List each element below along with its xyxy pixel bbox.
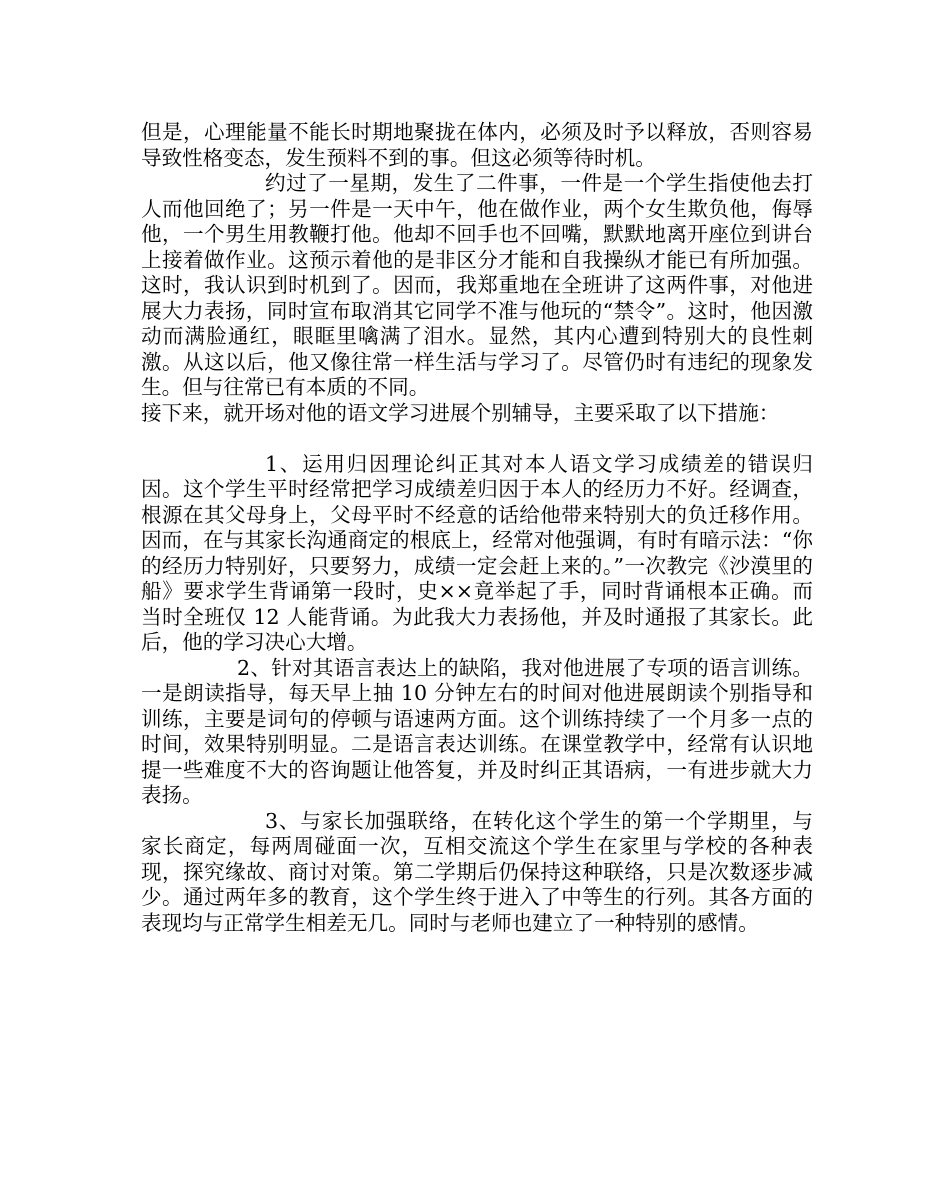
paragraph-release-energy: 但是，心理能量不能长时期地聚拢在体内，必须及时予以释放，否则容易导致性格变态，发生预料不到的事。但这必须等待时机。	[141, 120, 813, 170]
paragraph-measure-1: 1、运用归因理论纠正其对本人语文学习成绩差的错误归因。这个学生平时经常把学习成绩差归因于本人的经历力不好。经调查，根源在其父母身上，父母平时不经意的话给他带来特别大的负迁移作用。因而，在与其家长沟通商定的根底上，经常对他强调，有时有暗示法：“你的经历力特别好，只要努力，成绩一定会赶上来的。”一次教完《沙漠里的船》要求学生背诵第一段时，史××竟举起了手，同时背诵根本正确。而当时全班仅 12 人能背诵。为此我大力表扬他，并及时通报了其家长。此后，他的学习决心大增。	[141, 451, 813, 654]
paragraph-measures-intro: 接下来，就开场对他的语文学习进展个别辅导，主要采取了以下措施：	[141, 400, 780, 425]
paragraph-measure-3: 3、与家长加强联络，在转化这个学生的第一个学期里，与家长商定，每两周碰面一次，互相交流这个学生在家里与学校的各种表现，探究缘故、商讨对策。第二学期后仍保持这种联络，只是次数逐步减少。通过两年多的教育，这个学生终于进入了中等生的行列。其各方面的表现均与正常学生相差无几。同时与老师也建立了一种特别的感情。	[141, 808, 813, 935]
paragraph-gap	[141, 426, 813, 452]
paragraph-two-events: 约过了一星期，发生了二件事，一件是一个学生指使他去打人而他回绝了；另一件是一天中午，他在做作业，两个女生欺负他，侮辱他，一个男生用教鞭打他。他却不回手也不回嘴，默默地离开座位到讲台上接着做作业。这预示着他的是非区分才能和自我操纵才能已有所加强。这时，我认识到时机到了。因而，我郑重地在全班讲了这两件事，对他进展大力表扬，同时宣布取消其它同学不准与他玩的“禁令”。这时，他因激动而满脸通红，眼眶里噙满了泪水。显然，其内心遭到特别大的良性刺激。从这以后，他又像往常一样生活与学习了。尽管仍时有违纪的现象发生。但与往常已有本质的不同。	[141, 171, 813, 399]
paragraph-measure-2: 2、针对其语言表达上的缺陷，我对他进展了专项的语言训练。一是朗读指导，每天早上抽 10 分钟左右的时间对他进展朗读个别指导和训练，主要是词句的停顿与语速两方面。这个训练持续了一个月多一点的时间，效果特别明显。二是语言表达训练。在课堂教学中，经常有认识地提一些难度不大的咨询题让他答复，并及时纠正其语病，一有进步就大力表扬。	[141, 655, 813, 807]
document-body	[141, 120, 813, 936]
